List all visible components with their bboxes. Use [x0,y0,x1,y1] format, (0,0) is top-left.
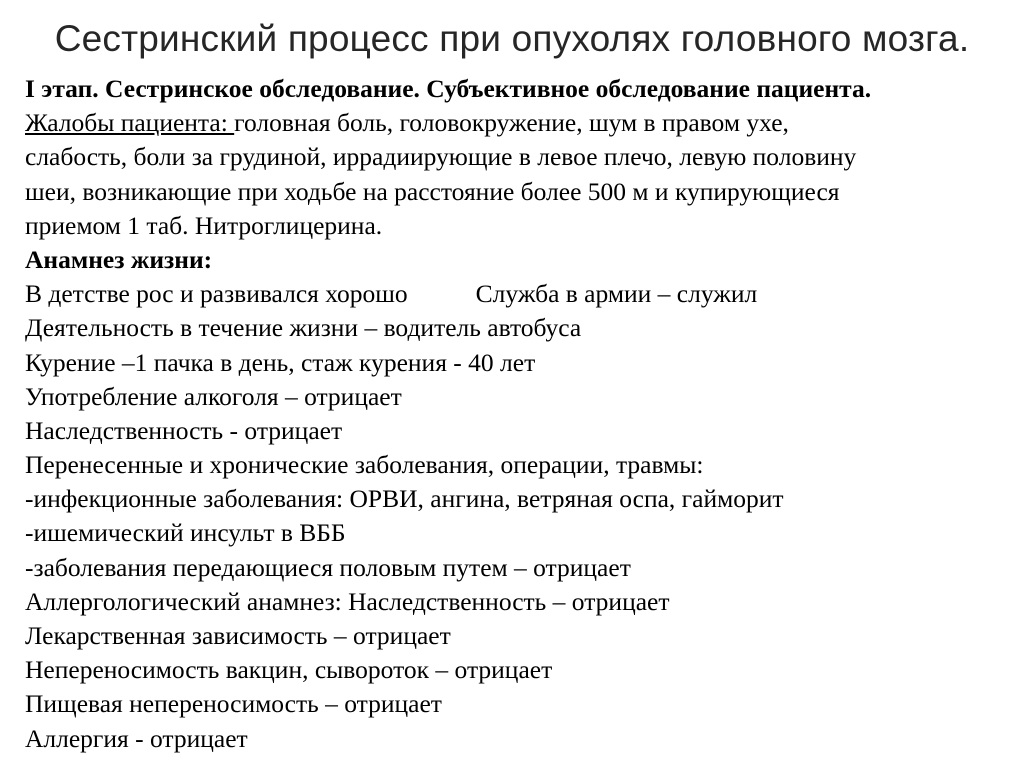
slide-content [25,72,1005,756]
slide-title: Сестринский процесс при опухолях головного мозга. [54,18,970,59]
complaints-line-4: приемом 1 таб. Нитроглицерина. [25,210,383,240]
anamnesis-line: Аллергологический анамнез: Наследственность – отрицает [25,586,670,616]
anamnesis-childhood-army-line [25,277,1005,311]
complaints-text-1: головная боль, головокружение, шум в правом ухе, [234,108,789,138]
anamnesis-line: -ишемический инсульт в ВББ [25,518,346,548]
complaints-line-3: шеи, возникающие при ходьбе на расстояние более 500 м и купирующиеся [25,176,840,206]
anamnesis-line: Лекарственная зависимость – отрицает [25,621,451,650]
anamnesis-line: -заболевания передающиеся половым путем – отрицает [25,552,631,582]
anamnesis-line: Аллергия - отрицает [25,723,248,753]
anamnesis-line: Непереносимость вакцин, сывороток – отрицает [25,655,553,685]
complaints-label: Жалобы пациента: [25,108,235,138]
anamnesis-line: Наследственность - отрицает [25,415,343,445]
anamnesis-line: Курение –1 пачка в день, стаж курения - 40 лет [25,347,536,377]
anamnesis-line: -инфекционные заболевания: ОРВИ, ангина, ветряная оспа, гайморит [25,484,784,514]
complaints-line-1 [25,106,1005,140]
anamnesis-line: Пищевая непереносимость – отрицает [25,689,442,719]
anamnesis-army: Служба в армии – служил [475,279,758,309]
anamnesis-line: Употребление алкоголя – отрицает [25,381,402,411]
anamnesis-heading: Анамнез жизни: [25,244,213,274]
anamnesis-line: Деятельность в течение жизни – водитель автобуса [25,313,582,343]
anamnesis-childhood: В детстве рос и развивался хорошо [25,279,408,309]
complaints-line-2: слабость, боли за грудиной, иррадиирующие в левое плечо, левую половину [25,142,857,172]
stage-heading: I этап. Сестринское обследование. Субъективное обследование пациента. [25,74,872,103]
anamnesis-line: Перенесенные и хронические заболевания, операции, травмы: [25,450,704,480]
